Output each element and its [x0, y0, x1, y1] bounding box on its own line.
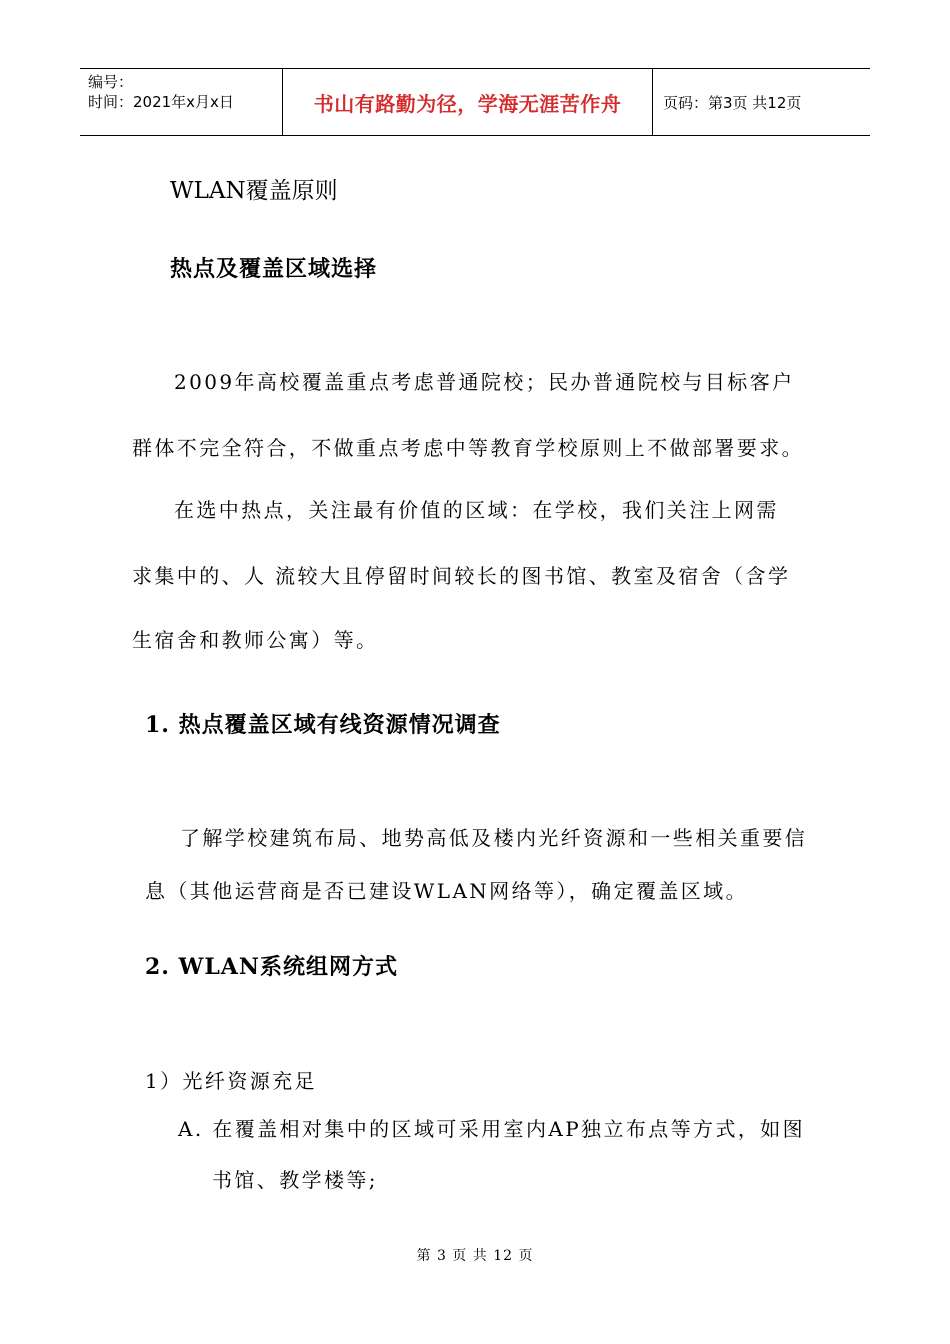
paragraph-line: 在选中热点，关注最有价值的区域：在学校，我们关注上网需	[174, 498, 779, 522]
document-time-label: 时间：2021年x月x日	[88, 93, 234, 111]
paragraph-line: 求集中的、人 流较大且停留时间较长的图书馆、教室及宿舍（含学	[132, 564, 791, 588]
document-number-label: 编号：	[88, 73, 134, 91]
section-heading-1: 1. 热点覆盖区域有线资源情况调查	[145, 712, 501, 738]
list-item: 1）光纤资源充足	[145, 1069, 317, 1093]
header-meta-cell	[80, 69, 283, 135]
header-motto: 书山有路勤为径，学海无涯苦作舟	[283, 69, 653, 135]
list-item-continuation: 书馆、教学楼等;	[212, 1168, 378, 1192]
section-heading-hotspot: 热点及覆盖区域选择	[170, 256, 378, 282]
paragraph-line: 2009年高校覆盖重点考虑普通院校；民办普通院校与目标客户	[174, 370, 795, 394]
paragraph-line: 生宿舍和教师公寓）等。	[132, 628, 379, 652]
header-page-info: 页码：第3页 共12页	[663, 93, 802, 112]
document-title: WLAN覆盖原则	[170, 178, 338, 204]
section-heading-2: 2. WLAN系统组网方式	[145, 954, 398, 980]
paragraph-line: 了解学校建筑布局、地势高低及楼内光纤资源和一些相关重要信	[180, 826, 808, 850]
list-item: A. 在覆盖相对集中的区域可采用室内AP独立布点等方式，如图	[178, 1117, 806, 1141]
paragraph-line: 息（其他运营商是否已建设WLAN网络等），确定覆盖区域。	[145, 879, 748, 903]
paragraph-line: 群体不完全符合，不做重点考虑中等教育学校原则上不做部署要求。	[132, 436, 804, 460]
page-footer: 第 3 页 共 12 页	[416, 1248, 534, 1264]
page-header	[80, 68, 870, 136]
